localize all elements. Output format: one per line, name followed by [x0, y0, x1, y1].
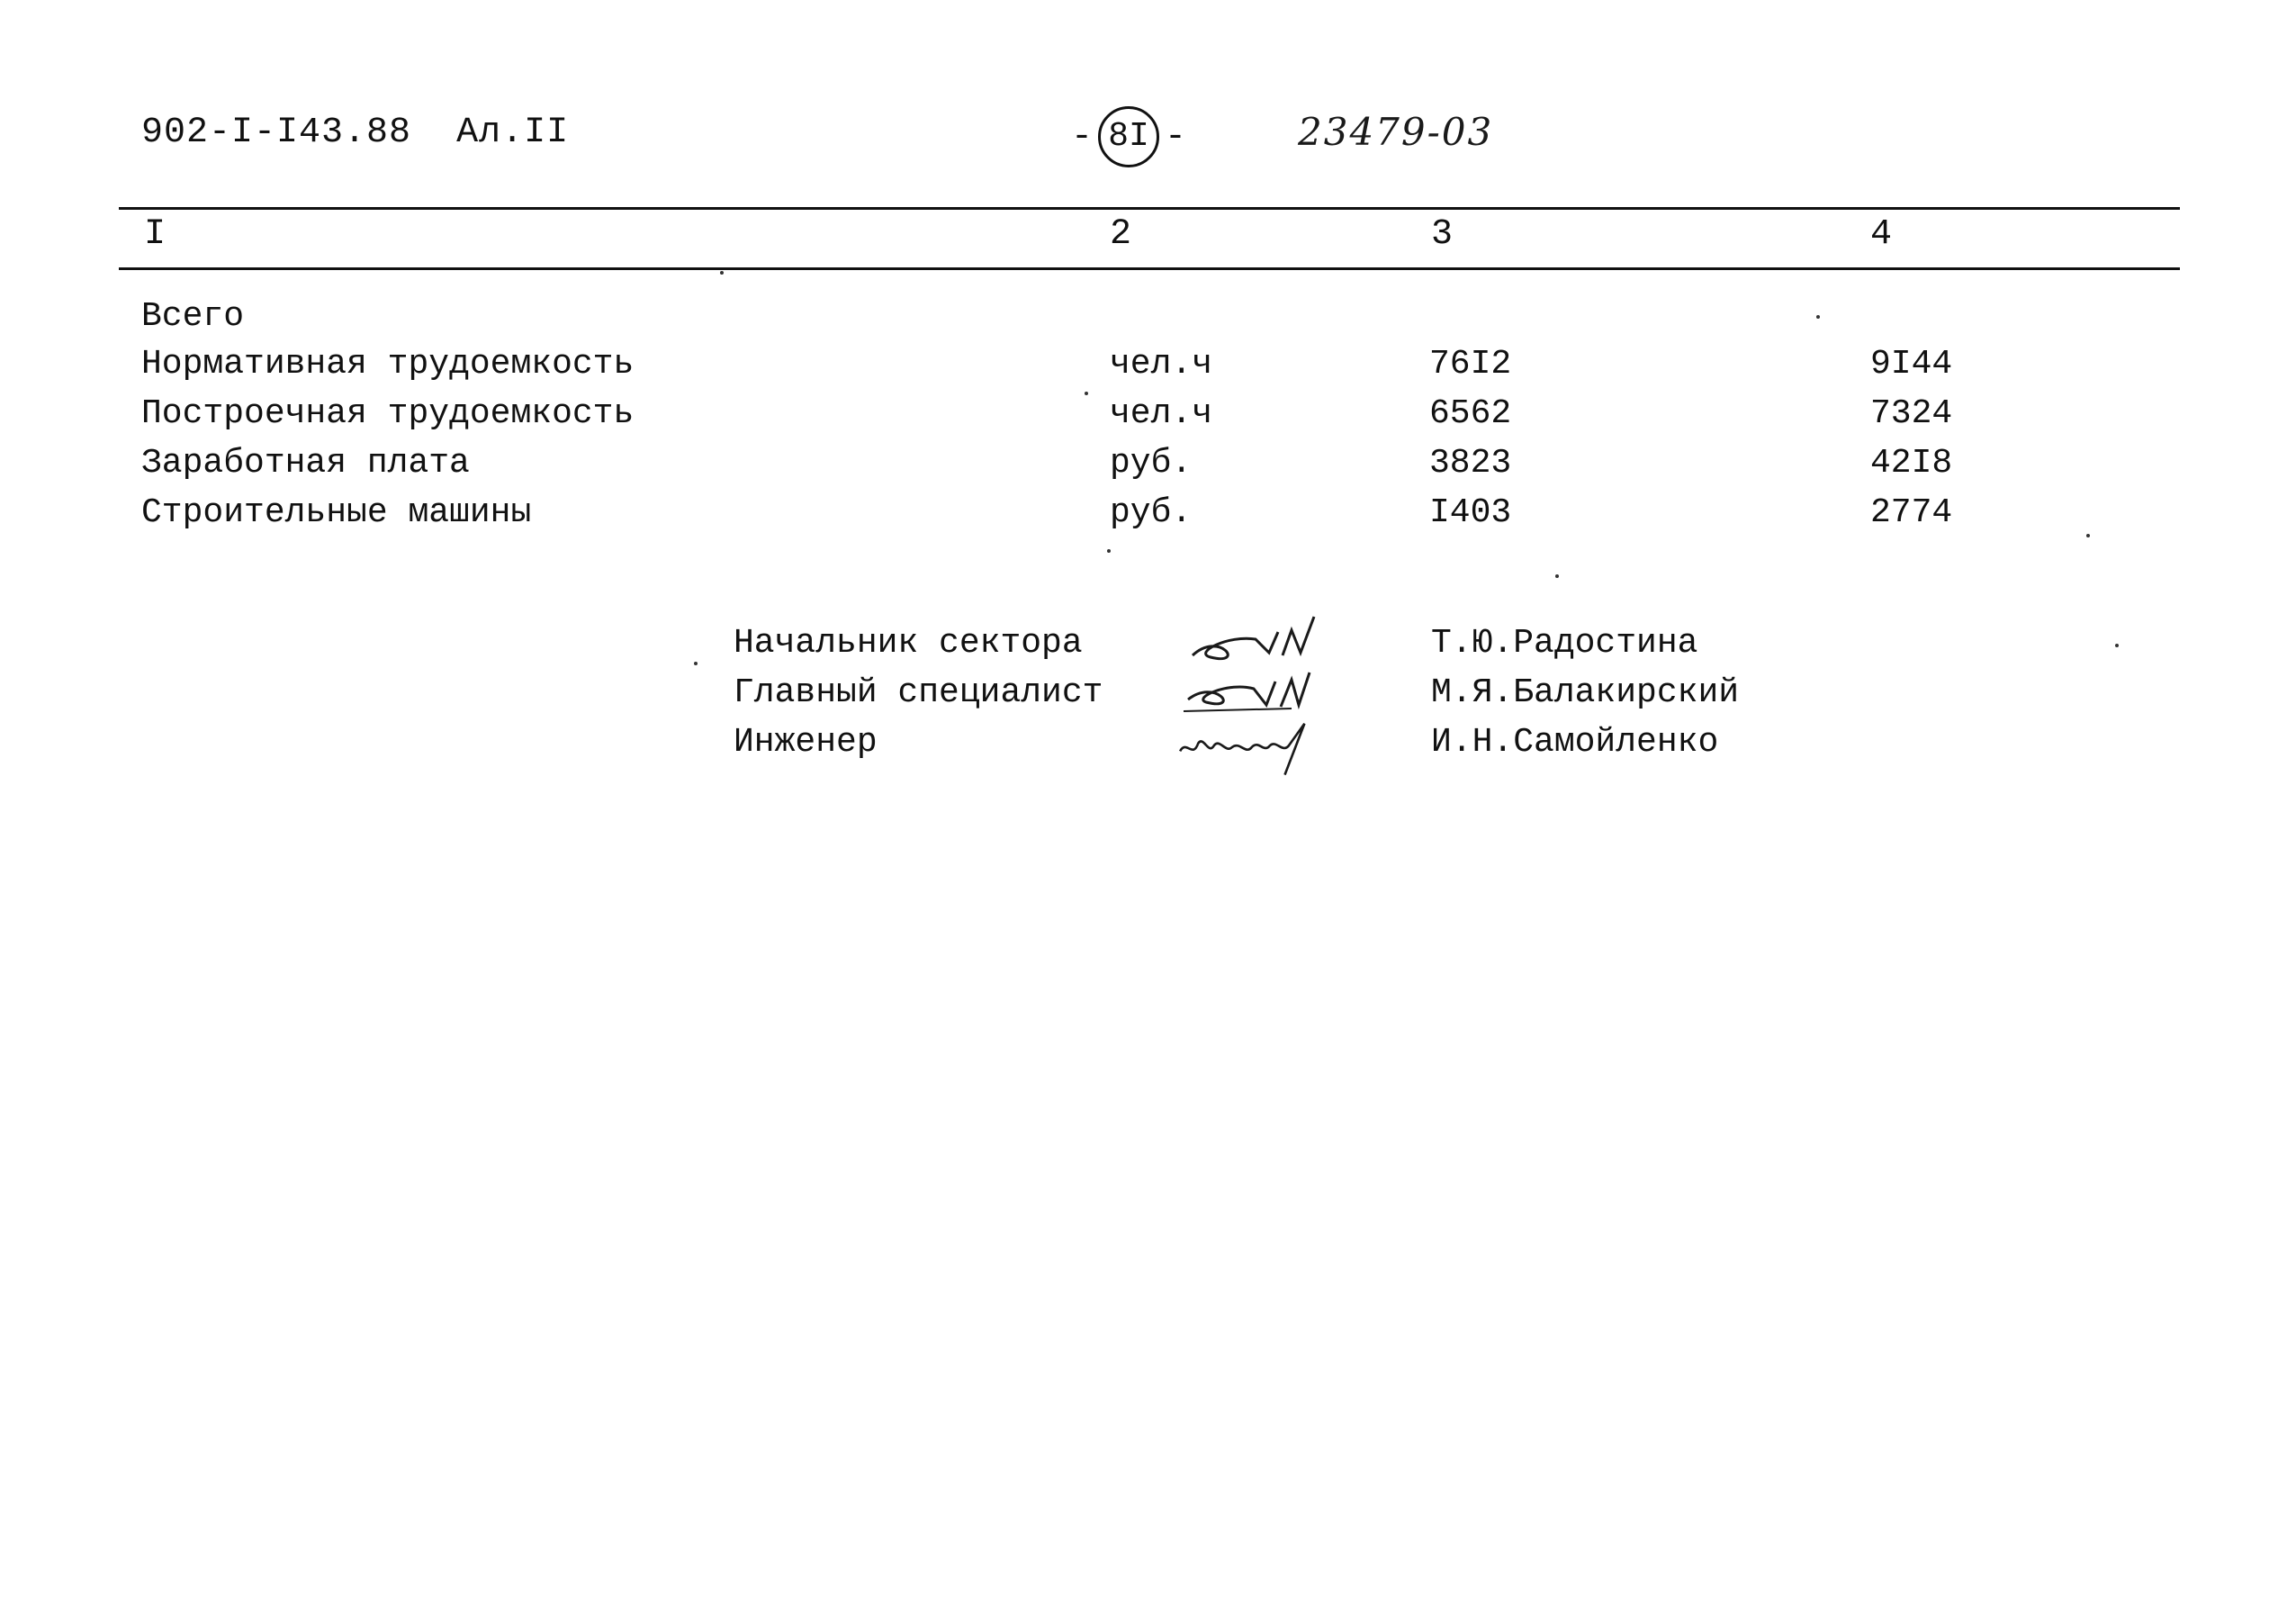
row-col3: 6562 — [1429, 394, 1512, 433]
scan-speck — [694, 662, 698, 665]
scan-speck — [1816, 315, 1820, 319]
scan-speck — [2086, 534, 2090, 537]
row-col3: 76I2 — [1429, 345, 1512, 384]
section-title: Всего — [141, 297, 245, 336]
page-dash-right: - — [1165, 116, 1187, 158]
row-col4: 2774 — [1870, 493, 1953, 532]
column-header-4: 4 — [1870, 214, 1893, 255]
row-name: Нормативная трудоемкость — [141, 345, 635, 384]
row-col4: 42I8 — [1870, 444, 1953, 483]
table-header-bottom-rule — [119, 267, 2180, 270]
scan-speck — [1555, 574, 1559, 578]
row-name: Построечная трудоемкость — [141, 394, 635, 433]
row-name: Заработная плата — [141, 444, 470, 483]
row-unit: чел.ч — [1110, 394, 1213, 433]
table-top-rule — [119, 207, 2180, 210]
handwritten-number: 23479-03 — [1298, 110, 1494, 154]
column-header-3: 3 — [1431, 214, 1454, 255]
row-col3: 3823 — [1429, 444, 1512, 483]
row-col4: 7324 — [1870, 394, 1953, 433]
column-header-2: 2 — [1110, 214, 1132, 255]
page-number-circle: 8I — [1098, 106, 1159, 167]
handwritten-signature-3 — [1157, 716, 1382, 779]
page-dash-left: - — [1071, 116, 1094, 158]
page-number — [1071, 106, 1186, 167]
scan-speck — [2115, 644, 2119, 647]
row-col4: 9I44 — [1870, 345, 1953, 384]
signature-role: Инженер — [734, 723, 878, 762]
scan-speck — [1107, 549, 1111, 553]
column-header-1: I — [144, 214, 167, 255]
signature-role: Главный специалист — [734, 673, 1103, 712]
doc-code-text: 902-I-I43.88 — [141, 113, 412, 153]
signature-role: Начальник сектора — [734, 624, 1083, 663]
document-code — [141, 113, 569, 153]
row-name: Строительные машины — [141, 493, 532, 532]
album-text: Ал.II — [456, 113, 570, 153]
row-col3: I403 — [1429, 493, 1512, 532]
row-unit: чел.ч — [1110, 345, 1213, 384]
scan-speck — [720, 271, 724, 275]
row-unit: руб. — [1110, 444, 1193, 483]
signature-name: Т.Ю.Радостина — [1431, 624, 1698, 663]
scan-speck — [1085, 392, 1088, 395]
signature-name: М.Я.Балакирский — [1431, 673, 1740, 712]
signature-name: И.Н.Самойленко — [1431, 723, 1719, 762]
row-unit: руб. — [1110, 493, 1193, 532]
